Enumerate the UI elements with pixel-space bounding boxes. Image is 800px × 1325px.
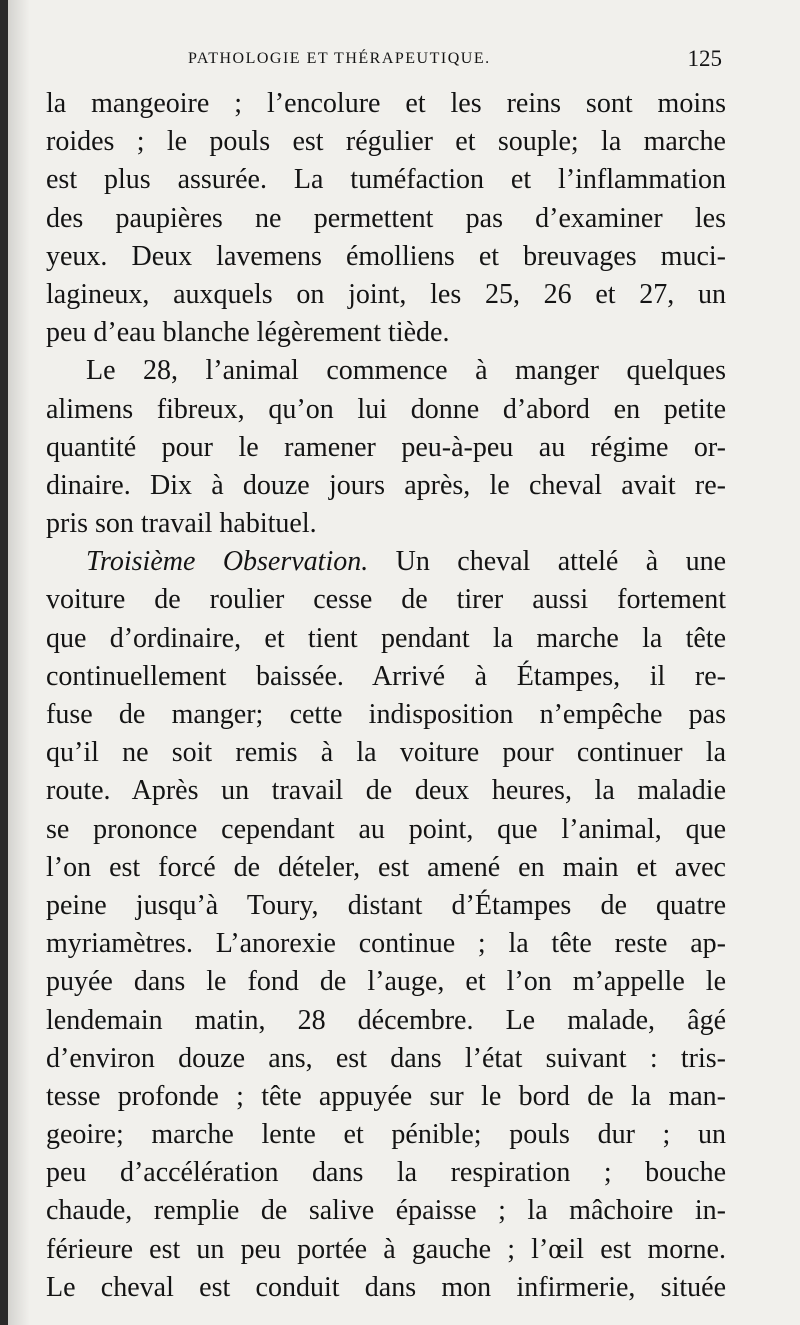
- observation-start-line: [46, 543, 726, 581]
- text-line: puyée dans le fond de l’auge, et l’on m’appelle le: [46, 966, 726, 998]
- text-line: tesse profonde ; tête appuyée sur le bord de la man-: [46, 1080, 726, 1112]
- body-text: [46, 85, 726, 1307]
- text-line: peu d’accélération dans la respiration ; bouche: [46, 1157, 726, 1189]
- text-line: quantité pour le ramener peu-à-peu au régime or-: [46, 431, 726, 463]
- text-line: Le cheval est conduit dans mon infirmerie, située: [46, 1271, 726, 1303]
- text-line: qu’il ne soit remis à la voiture pour continuer la: [46, 737, 726, 769]
- text-line: d’environ douze ans, est dans l’état suivant : tris-: [46, 1042, 726, 1074]
- observation-heading: Troisième Observation.: [86, 546, 369, 578]
- paragraph-start-line: Le 28, l’animal commence à manger quelques: [86, 355, 726, 387]
- text-line: l’on est forcé de dételer, est amené en main et avec: [46, 851, 726, 883]
- text-line: dinaire. Dix à douze jours après, le cheval avait re-: [46, 469, 726, 501]
- observation-start-text: Un cheval attelé à une: [395, 546, 726, 578]
- page-number: 125: [687, 46, 722, 71]
- text-line: peu d’eau blanche légèrement tiède.: [46, 317, 450, 349]
- gutter-shadow: [8, 0, 30, 1325]
- text-line: voiture de roulier cesse de tirer aussi fortement: [46, 584, 726, 616]
- text-line: des paupières ne permettent pas d’examiner les: [46, 202, 726, 234]
- text-line: lendemain matin, 28 décembre. Le malade, âgé: [46, 1004, 726, 1036]
- text-line: que d’ordinaire, et tient pendant la marche la tête: [46, 622, 726, 654]
- text-line: route. Après un travail de deux heures, la maladie: [46, 775, 726, 807]
- text-line: alimens fibreux, qu’on lui donne d’abord en petite: [46, 393, 726, 425]
- running-head: PATHOLOGIE ET THÉRAPEUTIQUE.: [188, 50, 491, 67]
- text-line: myriamètres. L’anorexie continue ; la tête reste ap-: [46, 928, 726, 960]
- text-line: férieure est un peu portée à gauche ; l’œil est morne.: [46, 1233, 726, 1265]
- text-line: lagineux, auxquels on joint, les 25, 26 et 27, un: [46, 278, 726, 310]
- text-line: geoire; marche lente et pénible; pouls dur ; un: [46, 1119, 726, 1151]
- text-line: yeux. Deux lavemens émolliens et breuvages muci-: [46, 240, 726, 272]
- text-line: est plus assurée. La tuméfaction et l’inflammation: [46, 164, 726, 196]
- text-line: roides ; le pouls est régulier et souple; la marche: [46, 126, 726, 158]
- text-line: peine jusqu’à Toury, distant d’Étampes de quatre: [46, 889, 726, 921]
- text-line: pris son travail habituel.: [46, 508, 317, 540]
- text-line: chaude, remplie de salive épaisse ; la mâchoire in-: [46, 1195, 726, 1227]
- text-line: la mangeoire ; l’encolure et les reins sont moins: [46, 88, 726, 119]
- page-header: [8, 46, 800, 76]
- text-line: se prononce cependant au point, que l’animal, que: [46, 813, 726, 845]
- text-line: fuse de manger; cette indisposition n’empêche pas: [46, 699, 726, 730]
- text-line: continuellement baissée. Arrivé à Étampes, il re-: [46, 660, 726, 692]
- book-page: [8, 0, 800, 1325]
